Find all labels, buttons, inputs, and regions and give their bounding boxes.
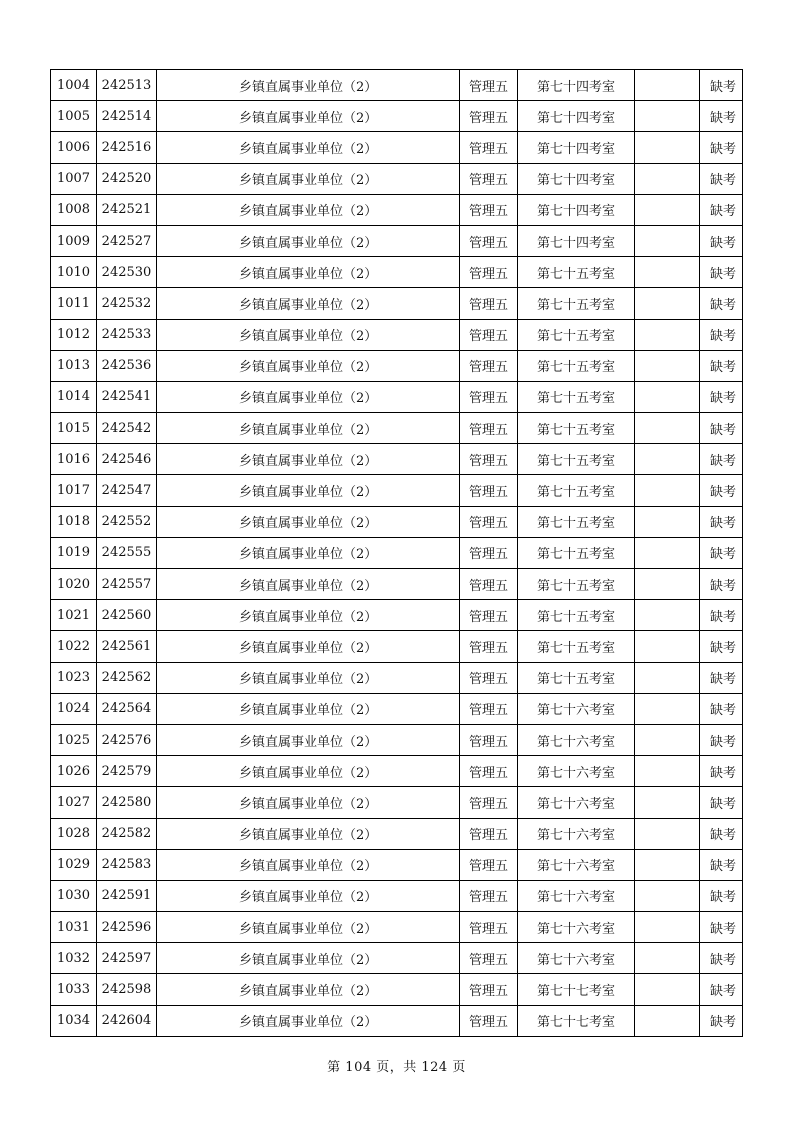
position-cell: 管理五 — [460, 787, 518, 818]
table-row — [51, 101, 743, 132]
table-row — [51, 662, 743, 693]
position-cell: 管理五 — [460, 225, 518, 256]
candidate-id-cell: 242597 — [97, 943, 157, 974]
page-number-footer: 第 104 页，共 124 页 — [327, 1060, 466, 1075]
unit-name-cell: 乡镇直属事业单位（2） — [157, 912, 460, 943]
score-cell — [635, 724, 700, 755]
unit-name-cell: 乡镇直属事业单位（2） — [157, 724, 460, 755]
row-number-cell: 1027 — [51, 787, 97, 818]
position-cell: 管理五 — [460, 319, 518, 350]
score-cell — [635, 787, 700, 818]
row-number-cell: 1023 — [51, 662, 97, 693]
candidate-id-cell: 242547 — [97, 475, 157, 506]
position-cell: 管理五 — [460, 756, 518, 787]
position-cell: 管理五 — [460, 943, 518, 974]
score-cell — [635, 693, 700, 724]
unit-name-cell: 乡镇直属事业单位（2） — [157, 880, 460, 911]
candidate-id-cell: 242557 — [97, 569, 157, 600]
candidate-id-cell: 242562 — [97, 662, 157, 693]
exam-room-cell: 第七十六考室 — [518, 849, 635, 880]
candidate-id-cell: 242542 — [97, 413, 157, 444]
row-number-cell: 1009 — [51, 225, 97, 256]
exam-room-cell: 第七十四考室 — [518, 194, 635, 225]
score-cell — [635, 413, 700, 444]
position-cell: 管理五 — [460, 194, 518, 225]
unit-name-cell: 乡镇直属事业单位（2） — [157, 756, 460, 787]
position-cell: 管理五 — [460, 163, 518, 194]
score-cell — [635, 537, 700, 568]
exam-room-cell: 第七十六考室 — [518, 943, 635, 974]
exam-room-cell: 第七十五考室 — [518, 537, 635, 568]
position-cell: 管理五 — [460, 631, 518, 662]
unit-name-cell: 乡镇直属事业单位（2） — [157, 444, 460, 475]
score-cell — [635, 288, 700, 319]
exam-room-cell: 第七十五考室 — [518, 600, 635, 631]
unit-name-cell: 乡镇直属事业单位（2） — [157, 413, 460, 444]
status-cell: 缺考 — [700, 506, 743, 537]
exam-room-cell: 第七十五考室 — [518, 631, 635, 662]
table-row — [51, 70, 743, 101]
unit-name-cell: 乡镇直属事业单位（2） — [157, 319, 460, 350]
table-row — [51, 444, 743, 475]
candidate-id-cell: 242560 — [97, 600, 157, 631]
row-number-cell: 1006 — [51, 132, 97, 163]
unit-name-cell: 乡镇直属事业单位（2） — [157, 693, 460, 724]
candidate-id-cell: 242546 — [97, 444, 157, 475]
status-cell: 缺考 — [700, 724, 743, 755]
row-number-cell: 1019 — [51, 537, 97, 568]
score-cell — [635, 475, 700, 506]
position-cell: 管理五 — [460, 413, 518, 444]
position-cell: 管理五 — [460, 475, 518, 506]
status-cell: 缺考 — [700, 475, 743, 506]
exam-room-cell: 第七十五考室 — [518, 475, 635, 506]
score-cell — [635, 631, 700, 662]
exam-room-cell: 第七十五考室 — [518, 569, 635, 600]
exam-room-cell: 第七十六考室 — [518, 724, 635, 755]
row-number-cell: 1029 — [51, 849, 97, 880]
candidate-id-cell: 242520 — [97, 163, 157, 194]
table-row — [51, 257, 743, 288]
results-table — [50, 69, 743, 1037]
candidate-id-cell: 242533 — [97, 319, 157, 350]
unit-name-cell: 乡镇直属事业单位（2） — [157, 787, 460, 818]
exam-room-cell: 第七十四考室 — [518, 132, 635, 163]
score-cell — [635, 257, 700, 288]
exam-room-cell: 第七十五考室 — [518, 350, 635, 381]
table-row — [51, 319, 743, 350]
unit-name-cell: 乡镇直属事业单位（2） — [157, 818, 460, 849]
unit-name-cell: 乡镇直属事业单位（2） — [157, 537, 460, 568]
unit-name-cell: 乡镇直属事业单位（2） — [157, 475, 460, 506]
status-cell: 缺考 — [700, 1005, 743, 1036]
score-cell — [635, 194, 700, 225]
row-number-cell: 1017 — [51, 475, 97, 506]
candidate-id-cell: 242591 — [97, 880, 157, 911]
row-number-cell: 1013 — [51, 350, 97, 381]
score-cell — [635, 319, 700, 350]
unit-name-cell: 乡镇直属事业单位（2） — [157, 662, 460, 693]
exam-room-cell: 第七十五考室 — [518, 319, 635, 350]
row-number-cell: 1004 — [51, 70, 97, 101]
position-cell: 管理五 — [460, 506, 518, 537]
unit-name-cell: 乡镇直属事业单位（2） — [157, 943, 460, 974]
status-cell: 缺考 — [700, 631, 743, 662]
position-cell: 管理五 — [460, 912, 518, 943]
row-number-cell: 1008 — [51, 194, 97, 225]
table-row — [51, 880, 743, 911]
table-row — [51, 225, 743, 256]
position-cell: 管理五 — [460, 600, 518, 631]
row-number-cell: 1026 — [51, 756, 97, 787]
row-number-cell: 1010 — [51, 257, 97, 288]
table-row — [51, 194, 743, 225]
candidate-id-cell: 242521 — [97, 194, 157, 225]
position-cell: 管理五 — [460, 569, 518, 600]
exam-room-cell: 第七十六考室 — [518, 787, 635, 818]
row-number-cell: 1025 — [51, 724, 97, 755]
exam-room-cell: 第七十四考室 — [518, 225, 635, 256]
row-number-cell: 1021 — [51, 600, 97, 631]
status-cell: 缺考 — [700, 569, 743, 600]
position-cell: 管理五 — [460, 444, 518, 475]
status-cell: 缺考 — [700, 662, 743, 693]
position-cell: 管理五 — [460, 132, 518, 163]
score-cell — [635, 849, 700, 880]
score-cell — [635, 381, 700, 412]
candidate-id-cell: 242516 — [97, 132, 157, 163]
unit-name-cell: 乡镇直属事业单位（2） — [157, 225, 460, 256]
row-number-cell: 1012 — [51, 319, 97, 350]
status-cell: 缺考 — [700, 787, 743, 818]
position-cell: 管理五 — [460, 537, 518, 568]
row-number-cell: 1030 — [51, 880, 97, 911]
exam-room-cell: 第七十六考室 — [518, 756, 635, 787]
table-row — [51, 381, 743, 412]
row-number-cell: 1015 — [51, 413, 97, 444]
table-row — [51, 974, 743, 1005]
table-row — [51, 600, 743, 631]
position-cell: 管理五 — [460, 693, 518, 724]
score-cell — [635, 132, 700, 163]
exam-room-cell: 第七十六考室 — [518, 912, 635, 943]
exam-room-cell: 第七十六考室 — [518, 880, 635, 911]
table-row — [51, 912, 743, 943]
table-row — [51, 350, 743, 381]
unit-name-cell: 乡镇直属事业单位（2） — [157, 569, 460, 600]
exam-room-cell: 第七十五考室 — [518, 288, 635, 319]
candidate-id-cell: 242564 — [97, 693, 157, 724]
status-cell: 缺考 — [700, 444, 743, 475]
position-cell: 管理五 — [460, 818, 518, 849]
table-row — [51, 537, 743, 568]
exam-room-cell: 第七十五考室 — [518, 413, 635, 444]
candidate-id-cell: 242527 — [97, 225, 157, 256]
candidate-id-cell: 242541 — [97, 381, 157, 412]
status-cell: 缺考 — [700, 163, 743, 194]
score-cell — [635, 662, 700, 693]
table-row — [51, 693, 743, 724]
candidate-id-cell: 242583 — [97, 849, 157, 880]
status-cell: 缺考 — [700, 818, 743, 849]
status-cell: 缺考 — [700, 194, 743, 225]
unit-name-cell: 乡镇直属事业单位（2） — [157, 132, 460, 163]
unit-name-cell: 乡镇直属事业单位（2） — [157, 194, 460, 225]
exam-room-cell: 第七十六考室 — [518, 693, 635, 724]
status-cell: 缺考 — [700, 288, 743, 319]
score-cell — [635, 756, 700, 787]
row-number-cell: 1028 — [51, 818, 97, 849]
status-cell: 缺考 — [700, 880, 743, 911]
status-cell: 缺考 — [700, 257, 743, 288]
unit-name-cell: 乡镇直属事业单位（2） — [157, 849, 460, 880]
status-cell: 缺考 — [700, 101, 743, 132]
unit-name-cell: 乡镇直属事业单位（2） — [157, 631, 460, 662]
score-cell — [635, 818, 700, 849]
table-row — [51, 818, 743, 849]
candidate-id-cell: 242580 — [97, 787, 157, 818]
score-cell — [635, 163, 700, 194]
status-cell: 缺考 — [700, 943, 743, 974]
row-number-cell: 1016 — [51, 444, 97, 475]
unit-name-cell: 乡镇直属事业单位（2） — [157, 600, 460, 631]
table-row — [51, 569, 743, 600]
status-cell: 缺考 — [700, 132, 743, 163]
status-cell: 缺考 — [700, 974, 743, 1005]
exam-room-cell: 第七十五考室 — [518, 662, 635, 693]
row-number-cell: 1032 — [51, 943, 97, 974]
position-cell: 管理五 — [460, 849, 518, 880]
unit-name-cell: 乡镇直属事业单位（2） — [157, 1005, 460, 1036]
row-number-cell: 1018 — [51, 506, 97, 537]
score-cell — [635, 444, 700, 475]
table-row — [51, 413, 743, 444]
candidate-id-cell: 242579 — [97, 756, 157, 787]
position-cell: 管理五 — [460, 350, 518, 381]
exam-room-cell: 第七十五考室 — [518, 444, 635, 475]
status-cell: 缺考 — [700, 537, 743, 568]
exam-room-cell: 第七十四考室 — [518, 70, 635, 101]
exam-room-cell: 第七十七考室 — [518, 1005, 635, 1036]
position-cell: 管理五 — [460, 70, 518, 101]
status-cell: 缺考 — [700, 70, 743, 101]
table-row — [51, 631, 743, 662]
table-row — [51, 724, 743, 755]
table-row — [51, 288, 743, 319]
score-cell — [635, 506, 700, 537]
candidate-id-cell: 242561 — [97, 631, 157, 662]
score-cell — [635, 350, 700, 381]
score-cell — [635, 1005, 700, 1036]
unit-name-cell: 乡镇直属事业单位（2） — [157, 288, 460, 319]
candidate-id-cell: 242598 — [97, 974, 157, 1005]
candidate-id-cell: 242555 — [97, 537, 157, 568]
candidate-id-cell: 242536 — [97, 350, 157, 381]
unit-name-cell: 乡镇直属事业单位（2） — [157, 506, 460, 537]
exam-room-cell: 第七十七考室 — [518, 974, 635, 1005]
unit-name-cell: 乡镇直属事业单位（2） — [157, 381, 460, 412]
row-number-cell: 1005 — [51, 101, 97, 132]
table-row — [51, 506, 743, 537]
status-cell: 缺考 — [700, 225, 743, 256]
score-cell — [635, 600, 700, 631]
exam-room-cell: 第七十四考室 — [518, 101, 635, 132]
table-body — [51, 70, 743, 1037]
row-number-cell: 1020 — [51, 569, 97, 600]
exam-room-cell: 第七十五考室 — [518, 257, 635, 288]
position-cell: 管理五 — [460, 381, 518, 412]
score-cell — [635, 974, 700, 1005]
table-row — [51, 756, 743, 787]
row-number-cell: 1007 — [51, 163, 97, 194]
status-cell: 缺考 — [700, 756, 743, 787]
score-cell — [635, 912, 700, 943]
candidate-id-cell: 242596 — [97, 912, 157, 943]
row-number-cell: 1034 — [51, 1005, 97, 1036]
table-row — [51, 943, 743, 974]
position-cell: 管理五 — [460, 101, 518, 132]
candidate-id-cell: 242582 — [97, 818, 157, 849]
row-number-cell: 1031 — [51, 912, 97, 943]
unit-name-cell: 乡镇直属事业单位（2） — [157, 257, 460, 288]
candidate-id-cell: 242530 — [97, 257, 157, 288]
unit-name-cell: 乡镇直属事业单位（2） — [157, 974, 460, 1005]
table-row — [51, 1005, 743, 1036]
position-cell: 管理五 — [460, 288, 518, 319]
status-cell: 缺考 — [700, 319, 743, 350]
unit-name-cell: 乡镇直属事业单位（2） — [157, 70, 460, 101]
position-cell: 管理五 — [460, 662, 518, 693]
status-cell: 缺考 — [700, 350, 743, 381]
candidate-id-cell: 242514 — [97, 101, 157, 132]
exam-room-cell: 第七十四考室 — [518, 163, 635, 194]
status-cell: 缺考 — [700, 849, 743, 880]
exam-room-cell: 第七十五考室 — [518, 506, 635, 537]
score-cell — [635, 101, 700, 132]
row-number-cell: 1022 — [51, 631, 97, 662]
table-row — [51, 787, 743, 818]
score-cell — [635, 70, 700, 101]
table-row — [51, 849, 743, 880]
score-cell — [635, 880, 700, 911]
score-cell — [635, 943, 700, 974]
status-cell: 缺考 — [700, 413, 743, 444]
candidate-id-cell: 242604 — [97, 1005, 157, 1036]
position-cell: 管理五 — [460, 880, 518, 911]
table-row — [51, 132, 743, 163]
table-row — [51, 163, 743, 194]
candidate-id-cell: 242576 — [97, 724, 157, 755]
row-number-cell: 1011 — [51, 288, 97, 319]
row-number-cell: 1014 — [51, 381, 97, 412]
unit-name-cell: 乡镇直属事业单位（2） — [157, 350, 460, 381]
status-cell: 缺考 — [700, 381, 743, 412]
table-row — [51, 475, 743, 506]
position-cell: 管理五 — [460, 724, 518, 755]
row-number-cell: 1024 — [51, 693, 97, 724]
candidate-id-cell: 242513 — [97, 70, 157, 101]
exam-room-cell: 第七十五考室 — [518, 381, 635, 412]
exam-room-cell: 第七十六考室 — [518, 818, 635, 849]
row-number-cell: 1033 — [51, 974, 97, 1005]
position-cell: 管理五 — [460, 257, 518, 288]
unit-name-cell: 乡镇直属事业单位（2） — [157, 163, 460, 194]
score-cell — [635, 225, 700, 256]
status-cell: 缺考 — [700, 912, 743, 943]
candidate-id-cell: 242552 — [97, 506, 157, 537]
position-cell: 管理五 — [460, 974, 518, 1005]
score-cell — [635, 569, 700, 600]
position-cell: 管理五 — [460, 1005, 518, 1036]
candidate-id-cell: 242532 — [97, 288, 157, 319]
status-cell: 缺考 — [700, 600, 743, 631]
status-cell: 缺考 — [700, 693, 743, 724]
unit-name-cell: 乡镇直属事业单位（2） — [157, 101, 460, 132]
